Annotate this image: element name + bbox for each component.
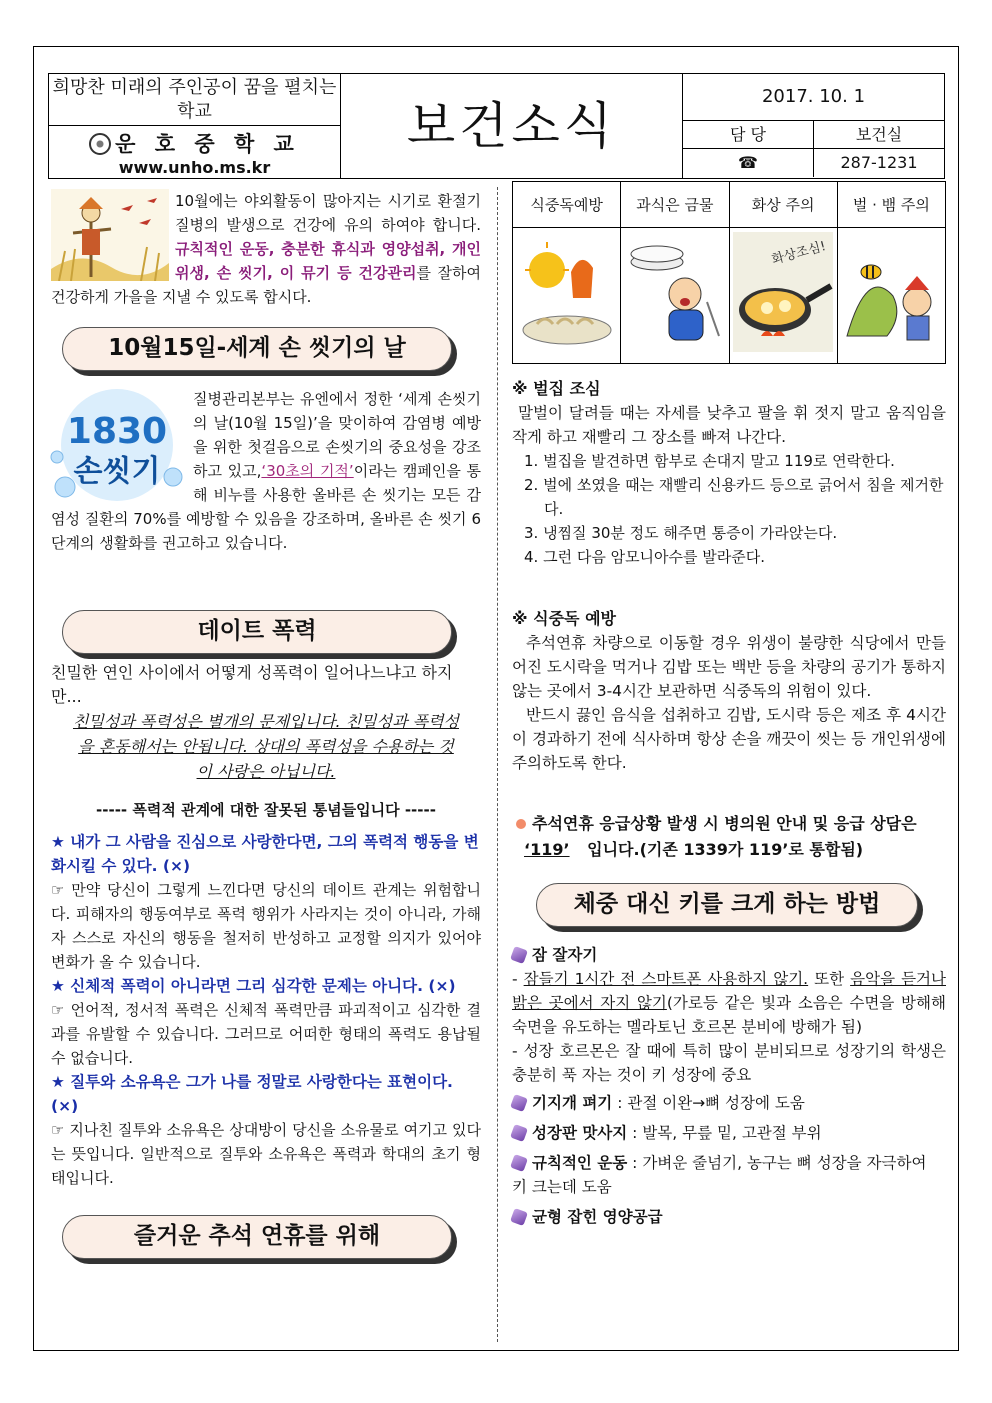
logo-number: 1830 — [66, 411, 168, 452]
overeating-illustration — [621, 228, 729, 364]
bee-step: 4. 그런 다음 암모니아수를 발라준다. — [524, 548, 766, 566]
growth-item — [512, 1091, 946, 1115]
myths-subhead: ----- 폭력적 관계에 대한 잘못된 통념들입니다 ----- — [96, 801, 436, 819]
purple-bullet-icon — [510, 1094, 528, 1112]
bee-step: 1. 벌집을 발견하면 함부로 손대지 말고 119로 연락한다. — [524, 452, 895, 470]
handwash-text-end: 이라는 캠페인을 통해 비누를 사용한 올바른 손 씻기는 모든 감염성 질환의 70%를 예방할 수 있음을 강조하며, 올바른 손 씻기 6단계의 생활화를 권고하고 있습니다. — [51, 462, 481, 552]
charge-label: 담 당 — [683, 121, 814, 148]
emergency-number: ‘119’ — [524, 840, 570, 859]
chuseok-title: 즐거운 추석 연휴를 위해 — [62, 1215, 452, 1259]
food-poisoning-illustration — [513, 228, 621, 364]
growth-item-desc: : 관절 이완→뼈 성장에 도움 — [612, 1094, 805, 1112]
intro-highlight: 규칙적인 운동, 충분한 휴식과 영양섭취, 개인위생, 손 씻기, 이 뮤기 등 건강관리 — [175, 240, 481, 282]
emergency-bullet-icon — [516, 819, 526, 829]
tips-table-section — [512, 181, 946, 364]
phone-number: 287-1231 — [840, 153, 918, 172]
height-growth-title: 체중 대신 키를 크게 하는 방법 — [536, 883, 918, 927]
myth-answer: ☞ 만약 당신이 그렇게 느낀다면 당신의 데이트 관계는 위험합니다. 피해자의 행동여부로 폭력 행위가 사라지는 것이 아니라, 가해자 스스로 자신의 행동을 철저히 반성하고 교정할 의지가 있어야 변화가 올 수 있습니다. — [51, 881, 481, 971]
handwash-title: 10월15일-세계 손 씻기의 날 — [62, 327, 452, 371]
school-motto: 희망찬 미래의 주인공이 꿈을 펼치는 학교 — [49, 74, 341, 126]
school-name: 운 호 중 학 교 — [115, 132, 300, 156]
myth-answer: ☞ 지나친 질투와 소유욕은 상대방이 당신을 소유물로 여기고 있다는 뜻입니다. 일반적으로 질투와 소유욕은 폭력과 학대의 초기 형태입니다. — [51, 1121, 481, 1187]
growth-item-label: 규칙적인 운동 — [532, 1154, 628, 1172]
pan-caution-text: 화상조심! — [770, 239, 828, 268]
growth-item — [512, 1151, 946, 1199]
tip-header: 과식은 금물 — [621, 182, 729, 228]
myth-claim: ★ 질투와 소유욕은 그가 나를 정말로 사랑한다는 표현이다. (×) — [51, 1073, 453, 1115]
sleep-tip-underlined: 음악을 듣거나 밝은 곳에서 자지 않기 — [512, 970, 946, 1012]
food-poisoning-section — [512, 607, 946, 775]
school-url[interactable]: www.unho.ms.kr — [118, 158, 271, 177]
myth-list — [51, 830, 481, 1190]
myth-claim: ★ 내가 그 사람을 진심으로 사랑한다면, 그의 폭력적 행동을 변화시킬 수 있다. (×) — [51, 833, 479, 875]
phone-icon: ☎ — [683, 149, 814, 177]
scarecrow-illustration — [51, 189, 169, 281]
sleep-tip-underlined: 잠들기 1시간 전 스마트폰 사용하지 않기. — [523, 970, 809, 988]
growth-item-label: 성장판 맛사지 — [532, 1124, 628, 1142]
sleep-dash: - — [512, 970, 524, 988]
tip-header: 벌 · 뱀 주의 — [837, 182, 945, 228]
bee-section — [512, 377, 946, 569]
sleep-tip-hormone: - 성장 호르몬은 잘 때에 특히 많이 분비되므로 성장기의 학생은 충분히 푹 자는 것이 키 성장에 중요 — [512, 1042, 946, 1084]
newsletter-title: 보건소식 — [341, 74, 683, 178]
bee-lead: 말벌이 달려들 때는 자세를 낮추고 팔을 휘 젓지 말고 움직임을 작게 하고 재빨리 그 장소를 빠져 나간다. — [512, 404, 946, 446]
logo-word: 손씻기 — [73, 454, 161, 489]
bee-step: 3. 냉찜질 30분 정도 해주면 통증이 가라앉는다. — [524, 524, 838, 542]
meta-box — [683, 74, 944, 178]
bee-snake-illustration — [837, 228, 945, 364]
purple-bullet-icon — [510, 946, 528, 964]
bee-steps — [512, 449, 946, 569]
handwash-text: 질병관리본부는 유엔에서 정한 ‘세계 손씻기의 날(10월 15일)’을 맞이하여 감염병 예방을 위한 첫걸음으로 손씻기의 중요성을 강조하고 있고, — [193, 390, 481, 480]
tip-header: 식중독예방 — [513, 182, 621, 228]
sleep-connector: 또한 — [808, 970, 851, 988]
school-block — [49, 126, 341, 178]
growth-item-label: 기지개 펴기 — [532, 1094, 613, 1112]
intro-text-end: 를 잘하여 건강하게 가을을 지낼 수 있도록 합시다. — [51, 264, 481, 306]
myth-answer: ☞ 언어적, 정서적 폭력은 신체적 폭력만큼 파괴적이고 심각한 결과를 유발할 수 있습니다. 그러므로 어떠한 형태의 폭력도 용납될 수 없습니다. — [51, 1001, 481, 1067]
emergency-notice — [512, 811, 946, 863]
purple-bullet-icon — [510, 1124, 528, 1142]
food-title: ※ 식중독 예방 — [512, 609, 616, 628]
height-section — [512, 943, 946, 1229]
growth-item — [512, 1205, 946, 1229]
emergency-text-end: 입니다.(기존 1339가 119’로 통합됨) — [581, 840, 864, 859]
growth-item-desc: : 발목, 무릎 밑, 고관절 부위 — [627, 1124, 822, 1142]
purple-bullet-icon — [510, 1154, 528, 1172]
issue-date: 2017. 10. 1 — [683, 74, 944, 121]
growth-item-label: 균형 잡힌 영양공급 — [532, 1208, 663, 1226]
header-box — [48, 73, 945, 179]
dating-quote: 친밀성과 폭력성은 별개의 문제입니다. 친밀성과 폭력성을 혼동해서는 안됩니다. 상대의 폭력성을 수용하는 것이 사랑은 아닙니다. — [72, 712, 459, 781]
sleep-title: 잠 잘자기 — [532, 946, 598, 964]
intro-text: 10월에는 야외활동이 많아지는 시기로 환절기 질병의 발생으로 건강에 유의 하여야 합니다. — [175, 192, 481, 234]
tip-header: 화상 주의 — [729, 182, 837, 228]
dating-lead: 친밀한 연인 사이에서 어떻게 성폭력이 일어나느냐고 하지만... — [51, 663, 453, 706]
bee-step: 2. 벌에 쏘였을 때는 재빨리 신용카드 등으로 긁어서 침을 제거한다. — [524, 476, 944, 518]
purple-bullet-icon — [510, 1208, 528, 1226]
dating-section — [51, 661, 481, 1190]
burn-caution-illustration — [729, 228, 837, 364]
growth-item — [512, 1121, 946, 1145]
charge-value: 보건실 — [855, 125, 903, 144]
newsletter-page — [33, 46, 959, 1351]
campaign-name[interactable]: ‘30초의 기적’ — [261, 462, 354, 480]
column-divider — [497, 187, 498, 1342]
tips-table — [512, 181, 946, 364]
handwash-section — [51, 387, 481, 555]
handwash-campaign-logo — [45, 387, 185, 505]
intro-section — [51, 189, 481, 309]
myth-claim: ★ 신체적 폭력이 아니라면 그리 심각한 문제는 아니다. (×) — [51, 977, 456, 995]
growth-item-desc: : 가벼운 줄넘기, 농구는 뼈 성장을 자극하여 키 크는데 도움 — [512, 1154, 927, 1196]
food-paragraph: 추석연휴 차량으로 이동할 경우 위생이 불량한 식당에서 만들어진 도시락을 먹거나 김밥 또는 백반 등을 차량의 공기가 통하지 않는 곳에서 3-4시간 보관하면 식중독의 위험이 있다. — [512, 634, 946, 700]
bee-title: ※ 벌집 조심 — [512, 379, 601, 398]
dating-violence-title: 데이트 폭력 — [62, 610, 452, 654]
school-emblem-icon — [89, 133, 111, 155]
sleep-tip-note: (가로등 같은 빛과 소음은 수면을 방해해 숙면을 유도하는 멜라토닌 호르몬 분비에 방해가 됨) — [512, 994, 946, 1036]
food-paragraph: 반드시 끓인 음식을 섭취하고 김밥, 도시락 등은 제조 후 4시간이 경과하기 전에 식사하며 항상 손을 깨끗이 씻는 등 개인위생에 주의하도록 한다. — [512, 706, 946, 772]
emergency-text: 추석연휴 응급상황 발생 시 병의원 안내 및 응급 상담은 — [532, 814, 917, 833]
